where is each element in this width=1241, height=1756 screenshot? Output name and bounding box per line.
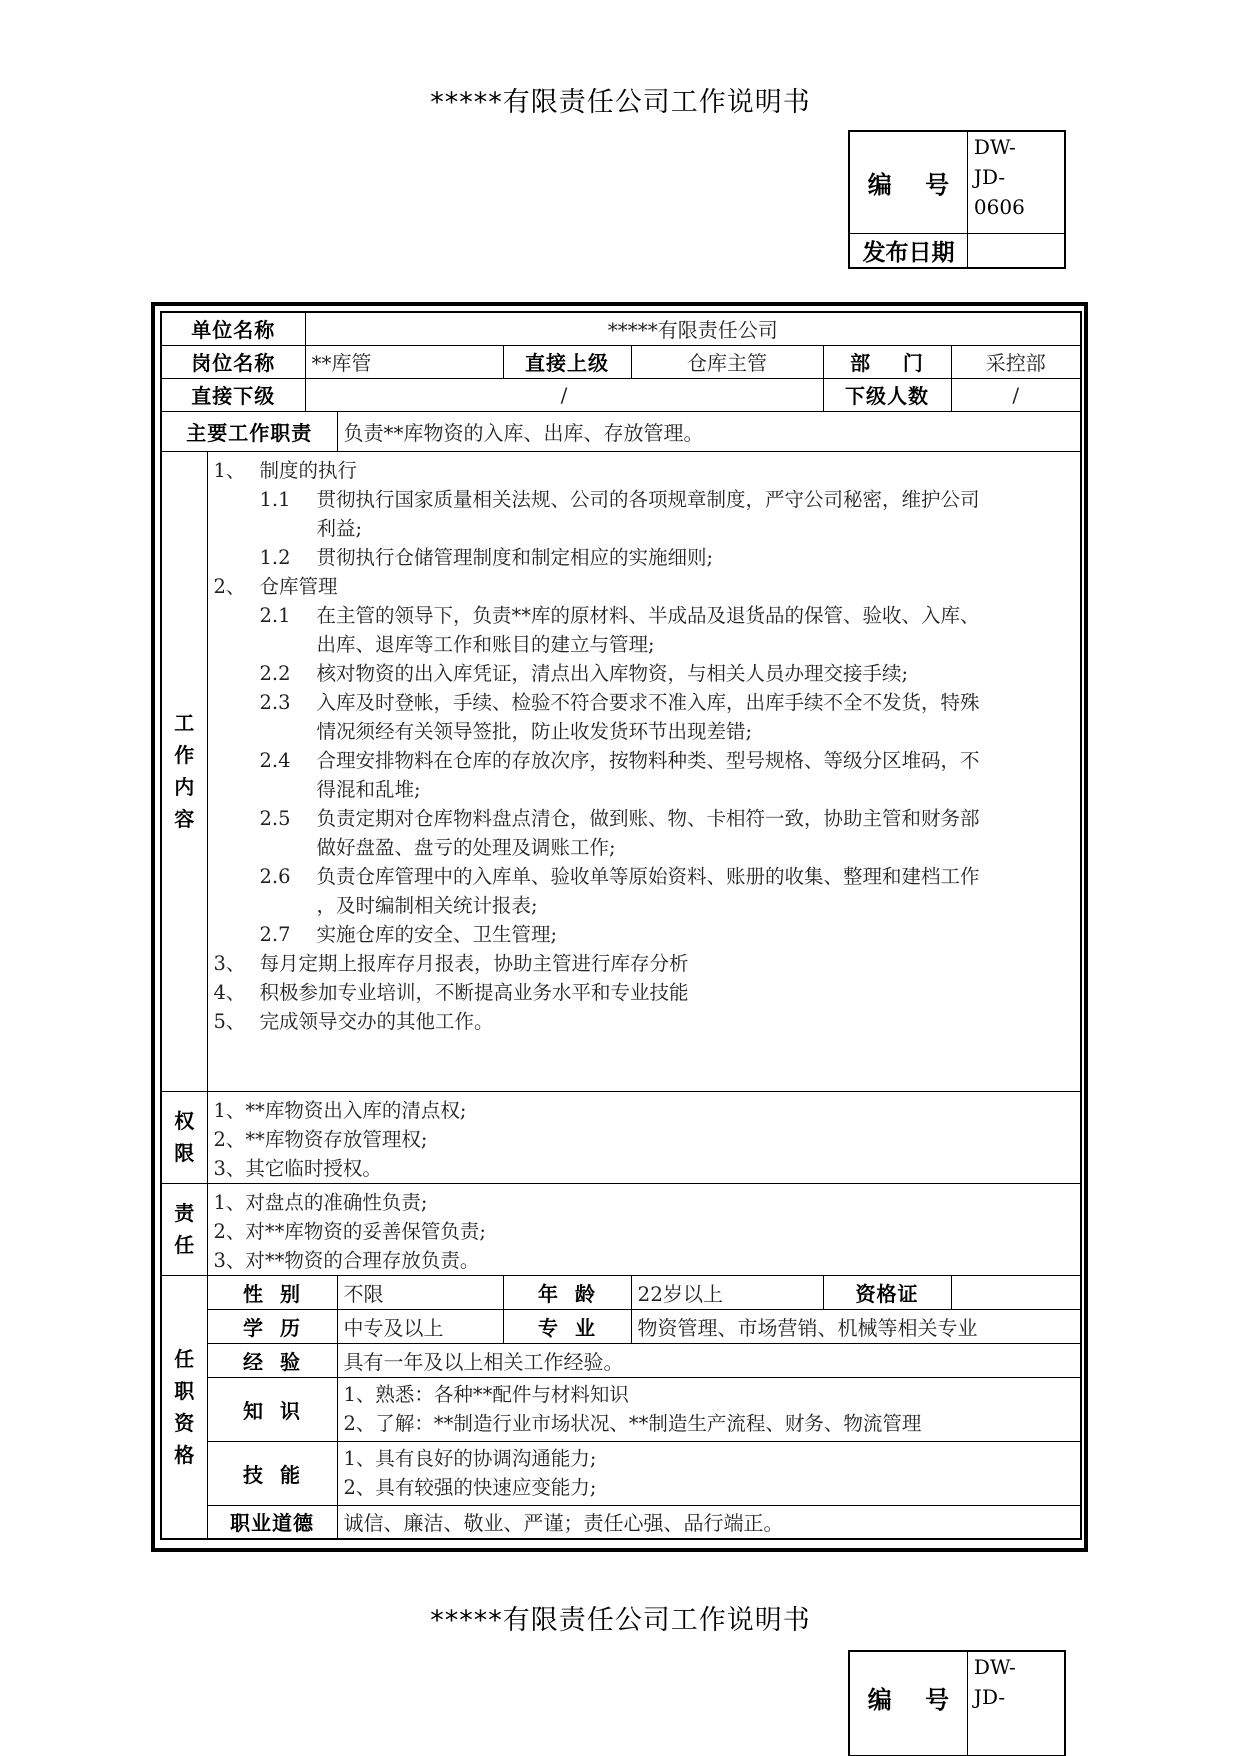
code-label: 编 号 xyxy=(849,131,967,233)
work-content-line xyxy=(214,630,1075,659)
page2-code-value-line: DW- xyxy=(973,1655,1016,1679)
work-content-line xyxy=(214,688,1075,717)
subordinate-value: / xyxy=(305,378,823,411)
experience-value: 具有一年及以上相关工作经验。 xyxy=(337,1343,1081,1377)
authority-label xyxy=(161,1091,207,1183)
superior-value: 仓库主管 xyxy=(631,345,823,378)
work-item-text: 合理安排物料在仓库的存放次序，按物料种类、型号规格、等级分区堆码，不 xyxy=(316,748,980,772)
subordinate-count-label: 下级人数 xyxy=(823,378,951,411)
page2-code-value xyxy=(967,1651,1065,1755)
code-value-line: DW- xyxy=(973,135,1016,159)
work-content-body xyxy=(207,451,1081,1091)
department-value: 采控部 xyxy=(951,345,1081,378)
ethics-value: 诚信、廉洁、敬业、严谨；责任心强、品行端正。 xyxy=(337,1505,1081,1539)
responsibility-label xyxy=(161,1183,207,1275)
work-content-line xyxy=(214,978,1075,1007)
work-content-label xyxy=(161,451,207,1091)
work-content-line xyxy=(214,746,1075,775)
work-item-text: 入库及时登帐，手续、检验不符合要求不准入库，出库手续不全不发货，特殊 xyxy=(316,690,980,714)
age-value: 22岁以上 xyxy=(631,1275,823,1309)
code-value-line: 0606 xyxy=(973,195,1025,219)
subordinate-count-value: / xyxy=(951,378,1081,411)
work-item-number: 4、 xyxy=(213,980,246,1004)
responsibility-body xyxy=(207,1183,1081,1275)
work-subitem-number: 2.2 xyxy=(259,661,291,685)
major-value: 物资管理、市场营销、机械等相关专业 xyxy=(631,1309,1081,1343)
work-item-text: 出库、退库等工作和账目的建立与管理; xyxy=(316,632,655,656)
gender-value: 不限 xyxy=(337,1275,503,1309)
job-description-frame xyxy=(151,302,1088,1552)
work-content-label-char: 内 xyxy=(174,775,195,799)
work-content-line xyxy=(214,862,1075,891)
work-content-line xyxy=(214,717,1075,746)
education-value: 中专及以上 xyxy=(337,1309,503,1343)
main-duty-label: 主要工作职责 xyxy=(161,411,337,451)
work-item-text: 负责定期对仓库物料盘点清仓，做到账、物、卡相符一致，协助主管和财务部 xyxy=(316,806,980,830)
work-content-line xyxy=(214,949,1075,978)
work-item-number: 5、 xyxy=(213,1009,246,1033)
responsibility-line: 1、对盘点的准确性负责; xyxy=(213,1190,428,1214)
work-item-text: 负责仓库管理中的入库单、验收单等原始资料、账册的收集、整理和建档工作 xyxy=(316,864,980,888)
responsibility-line: 2、对**库物资的妥善保管负责; xyxy=(213,1219,486,1243)
responsibility-label-char: 任 xyxy=(174,1233,195,1257)
work-item-text: 仓库管理 xyxy=(259,574,338,598)
work-item-text: 利益; xyxy=(316,516,363,540)
major-label: 专 业 xyxy=(503,1309,631,1343)
qualification-label-char: 任 xyxy=(174,1346,195,1371)
code-value xyxy=(967,131,1065,233)
work-content-label-char: 作 xyxy=(174,743,195,767)
work-subitem-number: 1.2 xyxy=(259,545,291,569)
qualification-label-char: 资 xyxy=(174,1410,195,1435)
unit-name-value: *****有限责任公司 xyxy=(305,312,1081,345)
age-label: 年 龄 xyxy=(503,1275,631,1309)
document-code-box xyxy=(848,130,1066,269)
knowledge-line: 2、了解：**制造行业市场状况、**制造生产流程、财务、物流管理 xyxy=(343,1412,922,1435)
work-item-text: 核对物资的出入库凭证，清点出入库物资，与相关人员办理交接手续; xyxy=(316,661,909,685)
qualification-label-char: 职 xyxy=(174,1378,195,1403)
authority-line: 3、其它临时授权。 xyxy=(213,1156,382,1180)
main-duty-value: 负责**库物资的入库、出库、存放管理。 xyxy=(337,411,1081,451)
work-content-label-char: 容 xyxy=(174,807,195,831)
skill-value xyxy=(337,1441,1081,1505)
work-content-line xyxy=(214,804,1075,833)
skill-line: 2、具有较强的快速应变能力; xyxy=(343,1476,597,1499)
page2-code-value-line: JD- xyxy=(973,1685,1006,1709)
work-content-line xyxy=(214,1007,1075,1036)
responsibility-label-char: 责 xyxy=(174,1201,195,1225)
work-item-text: 每月定期上报库存月报表，协助主管进行库存分析 xyxy=(259,951,689,975)
work-subitem-number: 1.1 xyxy=(259,487,291,511)
certificate-label: 资格证 xyxy=(823,1275,951,1309)
page2-code-box xyxy=(848,1650,1066,1756)
date-value xyxy=(967,233,1065,268)
work-content-line xyxy=(214,456,1075,485)
work-content-line xyxy=(214,601,1075,630)
authority-label-char: 权 xyxy=(174,1109,195,1133)
page2-document-title: *****有限责任公司工作说明书 xyxy=(430,1605,811,1636)
subordinate-label: 直接下级 xyxy=(161,378,305,411)
superior-label: 直接上级 xyxy=(503,345,631,378)
work-content-line xyxy=(214,891,1075,920)
responsibility-line: 3、对**物资的合理存放负责。 xyxy=(213,1248,480,1272)
work-content-line xyxy=(214,572,1075,601)
department-label: 部 门 xyxy=(823,345,951,378)
work-content-label-char: 工 xyxy=(174,711,195,735)
position-name-value: **库管 xyxy=(305,345,503,378)
knowledge-line: 1、熟悉：各种**配件与材料知识 xyxy=(343,1383,629,1406)
authority-label-char: 限 xyxy=(174,1141,195,1165)
work-subitem-number: 2.6 xyxy=(259,864,291,888)
work-content-line xyxy=(214,775,1075,804)
work-item-text: 得混和乱堆; xyxy=(316,777,421,801)
job-description-table xyxy=(160,311,1082,1540)
document-title: *****有限责任公司工作说明书 xyxy=(430,87,811,118)
work-content-line xyxy=(214,920,1075,949)
work-item-text: 在主管的领导下，负责**库的原材料、半成品及退货品的保管、验收、入库、 xyxy=(316,603,980,627)
work-subitem-number: 2.3 xyxy=(259,690,291,714)
qualification-label xyxy=(161,1275,207,1539)
work-content-line xyxy=(214,833,1075,862)
work-item-text: ，及时编制相关统计报表; xyxy=(316,893,538,917)
page2-code-label: 编 号 xyxy=(849,1651,967,1755)
work-content-line xyxy=(214,543,1075,572)
authority-body xyxy=(207,1091,1081,1183)
work-item-text: 制度的执行 xyxy=(259,458,358,482)
work-content-line xyxy=(214,514,1075,543)
work-item-text: 做好盘盈、盘亏的处理及调账工作; xyxy=(316,835,616,859)
skill-line: 1、具有良好的协调沟通能力; xyxy=(343,1447,597,1470)
work-content-line xyxy=(214,659,1075,688)
skill-label: 技 能 xyxy=(207,1441,337,1505)
work-subitem-number: 2.5 xyxy=(259,806,291,830)
ethics-label: 职业道德 xyxy=(207,1505,337,1539)
knowledge-label: 知 识 xyxy=(207,1377,337,1441)
work-item-text: 贯彻执行仓储管理制度和制定相应的实施细则; xyxy=(316,545,714,569)
work-item-text: 积极参加专业培训，不断提高业务水平和专业技能 xyxy=(259,980,689,1004)
certificate-value xyxy=(951,1275,1081,1309)
education-label: 学 历 xyxy=(207,1309,337,1343)
work-item-text: 实施仓库的安全、卫生管理; xyxy=(316,922,558,946)
code-value-line: JD- xyxy=(973,165,1006,189)
work-item-text: 贯彻执行国家质量相关法规、公司的各项规章制度，严守公司秘密，维护公司 xyxy=(316,487,980,511)
work-item-number: 1、 xyxy=(213,458,246,482)
qualification-label-char: 格 xyxy=(174,1442,195,1467)
position-name-label: 岗位名称 xyxy=(161,345,305,378)
work-item-number: 2、 xyxy=(213,574,246,598)
work-item-text: 情况须经有关领导签批，防止收发货环节出现差错; xyxy=(316,719,753,743)
work-subitem-number: 2.1 xyxy=(259,603,291,627)
work-subitem-number: 2.7 xyxy=(259,922,291,946)
authority-line: 2、**库物资存放管理权; xyxy=(213,1127,428,1151)
knowledge-value xyxy=(337,1377,1081,1441)
work-item-text: 完成领导交办的其他工作。 xyxy=(259,1009,494,1033)
work-subitem-number: 2.4 xyxy=(259,748,291,772)
unit-name-label: 单位名称 xyxy=(161,312,305,345)
work-content-line xyxy=(214,485,1075,514)
authority-line: 1、**库物资出入库的清点权; xyxy=(213,1098,467,1122)
date-label: 发布日期 xyxy=(849,233,967,268)
gender-label: 性 别 xyxy=(207,1275,337,1309)
work-item-number: 3、 xyxy=(213,951,246,975)
experience-label: 经 验 xyxy=(207,1343,337,1377)
